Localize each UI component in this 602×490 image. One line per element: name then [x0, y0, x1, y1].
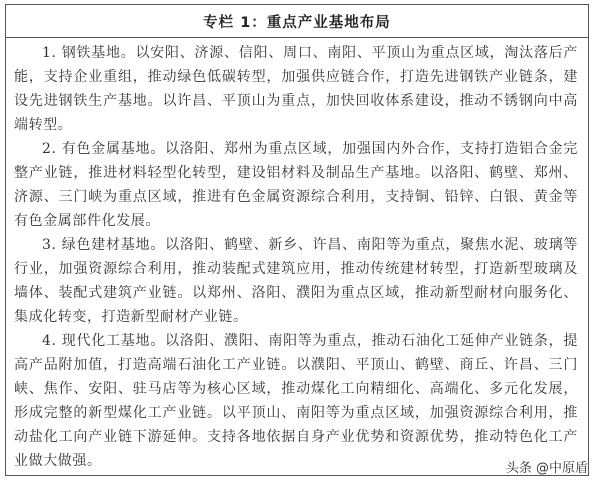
box-body	[6, 38, 588, 473]
column-box	[5, 4, 589, 476]
paragraph-nonferrous-metal-base: 2. 有色金属基地。以洛阳、郑州为重点区域，加强国内外合作，支持打造铝合金完整产业链，推进材料轻型化转型，建设铝材料及制品生产基地。以洛阳、鹤壁、郑州、济源、三门峡为重点区域，推进有色金属资源综合利用，支持铜、铅锌、白银、黄金等有色金属部件化发展。	[14, 141, 578, 229]
box-title: 专栏 1：重点产业基地布局	[6, 5, 588, 38]
paragraph-green-building-materials-base: 3. 绿色建材基地。以洛阳、鹤壁、新乡、许昌、南阳等为重点，聚焦水泥、玻璃等行业，加强资源综合利用，推动装配式建筑应用，推动传统建材转型，打造新型玻璃及墙体、装配式建筑产业链。以郑州、洛阳、濮阳为重点区域，推动新型耐材向服务化、集成化转变，打造新型耐材产业链。	[14, 237, 578, 325]
watermark: 头条 @中原盾	[505, 461, 588, 476]
paragraph-steel-base: 1. 钢铁基地。以安阳、济源、信阳、周口、南阳、平顶山为重点区域，淘汰落后产能，支持企业重组，推动绿色低碳转型，加强供应链合作，打造先进钢铁产业链条，建设先进钢铁生产基地。以许昌、平顶山为重点，加快回收体系建设，推动不锈钢向中高端转型。	[14, 45, 578, 133]
paragraph-modern-chemical-base: 4. 现代化工基地。以洛阳、濮阳、南阳等为重点，推动石油化工延伸产业链条，提高产品附加值，打造高端石油化工产业链。以濮阳、平顶山、鹤壁、商丘、许昌、三门峡、焦作、安阳、驻马店等为核心区域，推动煤化工向精细化、高端化、多元化发展，形成完整的新型煤化工产业链。以平顶山、南阳等为重点区域，加强资源综合利用，推动盐化工向产业链下游延伸。支持各地依据自身产业优势和资源优势，推动特色化工产业做大做强。	[14, 333, 578, 469]
